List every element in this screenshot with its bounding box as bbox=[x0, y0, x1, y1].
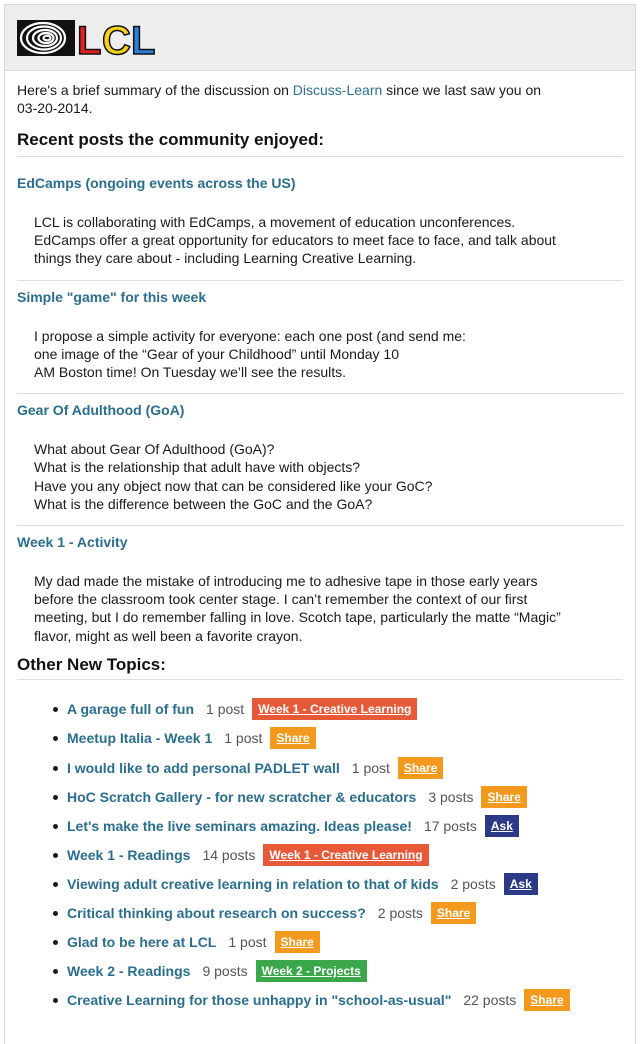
category-tag[interactable]: Share bbox=[270, 727, 315, 749]
list-item bbox=[5, 695, 635, 724]
intro-prefix: Here's a brief summary of the discussion on bbox=[17, 82, 293, 98]
post-title-edcamps[interactable]: EdCamps (ongoing events across the US) bbox=[17, 175, 296, 191]
bullet-icon bbox=[53, 853, 58, 858]
bullet-icon bbox=[53, 736, 58, 741]
topic-link[interactable]: I would like to add personal PADLET wall bbox=[67, 759, 340, 776]
spiral-logo-icon bbox=[17, 19, 157, 57]
post-title-week1-activity[interactable]: Week 1 - Activity bbox=[17, 534, 128, 551]
excerpt-line: things they care about - including Learning Creative Learning. bbox=[34, 250, 417, 267]
excerpt-line: before the classroom took center stage. I can’t remember the context of our first bbox=[34, 591, 528, 608]
excerpt-line: flavor, might as well been a favorite crayon. bbox=[34, 627, 303, 644]
topic-link[interactable]: HoC Scratch Gallery - for new scratcher & educators bbox=[67, 788, 417, 805]
excerpt-line: AM Boston time! On Tuesday we’ll see the results. bbox=[34, 364, 347, 381]
post-count: 3 posts bbox=[428, 788, 474, 805]
excerpt-line: My dad made the mistake of introducing me to adhesive tape in those early years bbox=[34, 573, 538, 590]
category-tag[interactable]: Share bbox=[524, 989, 569, 1011]
last-visit-date: 03-20-2014. bbox=[17, 100, 93, 116]
post-title-gear-of-adulthood[interactable]: Gear Of Adulthood (GoA) bbox=[17, 402, 185, 419]
divider bbox=[17, 393, 623, 394]
category-tag[interactable]: Week 2 - Projects bbox=[256, 960, 367, 982]
excerpt-line: Have you any object now that can be considered like your GoC? bbox=[34, 477, 433, 494]
divider bbox=[17, 156, 623, 157]
post-excerpt bbox=[5, 213, 635, 268]
svg-text:C: C bbox=[102, 18, 131, 57]
logo-letter-l: L bbox=[77, 18, 102, 57]
topic-link[interactable]: Meetup Italia - Week 1 bbox=[67, 730, 213, 747]
post-count: 1 post bbox=[228, 934, 267, 951]
post-excerpt bbox=[5, 572, 635, 645]
bullet-icon bbox=[53, 969, 58, 974]
post-count: 22 posts bbox=[463, 992, 517, 1009]
excerpt-line: What is the relationship that adult have with objects? bbox=[34, 459, 361, 476]
category-tag[interactable]: Week 1 - Creative Learning bbox=[252, 698, 417, 720]
divider bbox=[17, 525, 623, 526]
excerpt-line: I propose a simple activity for everyone: each one post (and send me: bbox=[34, 327, 466, 344]
divider bbox=[17, 679, 623, 680]
topic-link[interactable]: Week 2 - Readings bbox=[67, 963, 191, 980]
topic-link[interactable]: Let's make the live seminars amazing. Ideas please! bbox=[67, 817, 412, 834]
list-item bbox=[5, 840, 635, 869]
category-tag[interactable]: Share bbox=[275, 931, 320, 953]
post-count: 1 post bbox=[351, 759, 390, 776]
post-title-simple-game[interactable]: Simple "game" for this week bbox=[17, 288, 207, 305]
bullet-icon bbox=[53, 766, 58, 771]
excerpt-line: one image of the “Gear of your Childhood” until Monday 10 bbox=[34, 345, 399, 362]
bullet-icon bbox=[53, 795, 58, 800]
topic-link[interactable]: Viewing adult creative learning in relation to that of kids bbox=[67, 875, 439, 892]
list-item bbox=[5, 753, 635, 782]
post-count: 2 posts bbox=[450, 875, 496, 892]
discuss-learn-link[interactable]: Discuss-Learn bbox=[292, 82, 383, 98]
post-count: 1 post bbox=[206, 701, 245, 718]
excerpt-line: EdCamps offer a great opportunity for educators to meet face to face, and talk about bbox=[34, 232, 556, 249]
category-tag[interactable]: Ask bbox=[485, 815, 519, 837]
bullet-icon bbox=[53, 911, 58, 916]
list-item bbox=[5, 724, 635, 753]
post-count: 2 posts bbox=[377, 905, 423, 922]
other-topics-heading: Other New Topics: bbox=[17, 654, 166, 674]
post-count: 14 posts bbox=[202, 846, 256, 863]
topic-link[interactable]: A garage full of fun bbox=[67, 701, 195, 718]
svg-text:L: L bbox=[131, 18, 156, 57]
topic-list bbox=[5, 695, 635, 1015]
header-bar bbox=[5, 5, 635, 71]
list-item bbox=[5, 928, 635, 957]
bullet-icon bbox=[53, 882, 58, 887]
list-item bbox=[5, 957, 635, 986]
list-item bbox=[5, 869, 635, 898]
list-item bbox=[5, 782, 635, 811]
topic-link[interactable]: Critical thinking about research on success? bbox=[67, 905, 366, 922]
bullet-icon bbox=[53, 824, 58, 829]
intro-text bbox=[5, 71, 635, 117]
post-count: 9 posts bbox=[202, 963, 248, 980]
excerpt-line: What about Gear Of Adulthood (GoA)? bbox=[34, 441, 275, 458]
intro-suffix: since we last saw you on bbox=[382, 82, 542, 98]
list-item bbox=[5, 899, 635, 928]
excerpt-line: What is the difference between the GoC and the GoA? bbox=[34, 495, 373, 512]
post-excerpt bbox=[5, 327, 635, 382]
topic-link[interactable]: Creative Learning for those unhappy in "school-as-usual" bbox=[67, 992, 452, 1009]
bullet-icon bbox=[53, 998, 58, 1003]
lcl-logo[interactable] bbox=[17, 19, 157, 57]
excerpt-line: LCL is collaborating with EdCamps, a movement of education unconferences. bbox=[34, 214, 516, 230]
excerpt-line: meeting, but I do remember falling in love. Scotch tape, particularly the matte “Magic” bbox=[34, 609, 561, 626]
category-tag[interactable]: Share bbox=[431, 902, 476, 924]
category-tag[interactable]: Week 1 - Creative Learning bbox=[263, 844, 428, 866]
bullet-icon bbox=[53, 707, 58, 712]
topic-link[interactable]: Week 1 - Readings bbox=[67, 846, 191, 863]
post-count: 17 posts bbox=[423, 817, 477, 834]
category-tag[interactable]: Share bbox=[398, 757, 443, 779]
recent-posts-heading: Recent posts the community enjoyed: bbox=[17, 130, 324, 149]
divider bbox=[17, 280, 623, 281]
list-item bbox=[5, 986, 635, 1015]
email-frame bbox=[4, 4, 636, 1044]
bullet-icon bbox=[53, 940, 58, 945]
post-count: 1 post bbox=[224, 730, 263, 747]
category-tag[interactable]: Share bbox=[481, 786, 526, 808]
list-item bbox=[5, 811, 635, 840]
category-tag[interactable]: Ask bbox=[504, 873, 538, 895]
post-excerpt bbox=[5, 440, 635, 513]
topic-link[interactable]: Glad to be here at LCL bbox=[67, 934, 217, 951]
